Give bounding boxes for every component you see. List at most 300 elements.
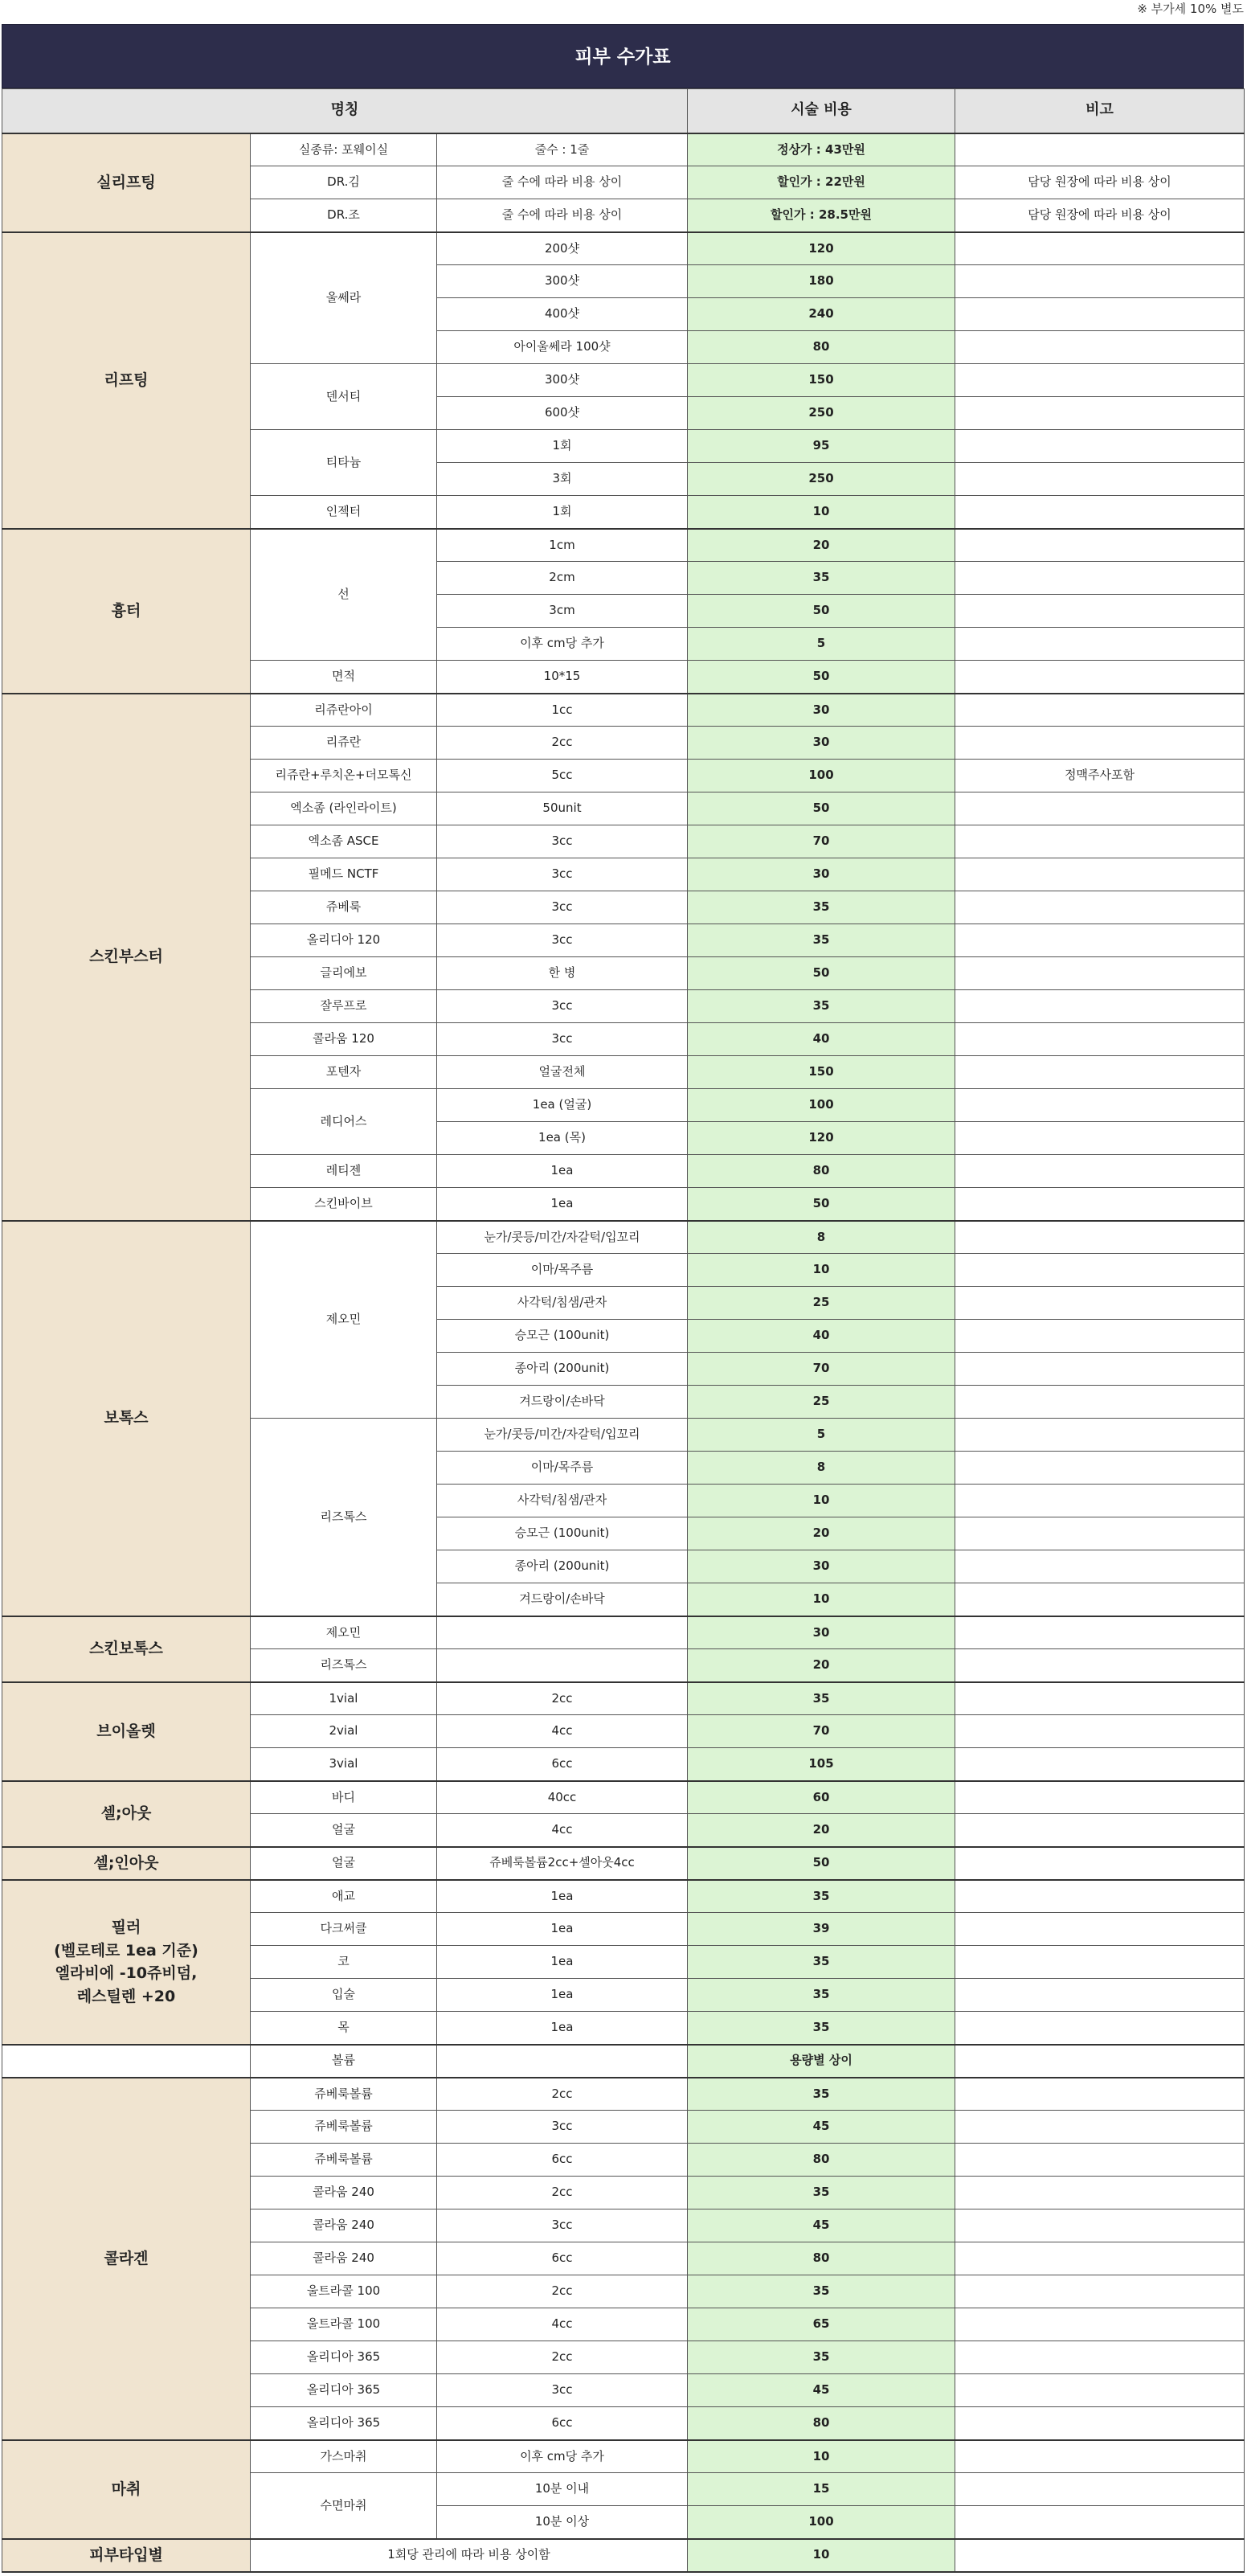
table-row (2, 1221, 1245, 1254)
price-cell: 65 (688, 2308, 955, 2341)
item-name-cell: 면적 (251, 661, 437, 694)
item-name-cell: 스킨바이브 (251, 1188, 437, 1221)
price-cell: 35 (688, 1946, 955, 1979)
item-name-cell: 애교 (251, 1880, 437, 1913)
remark-cell (955, 924, 1245, 957)
remark-cell (955, 298, 1245, 331)
remark-cell (955, 463, 1245, 496)
price-cell: 10 (688, 2539, 955, 2572)
remark-cell (955, 1748, 1245, 1781)
spec-cell: 1ea (목) (437, 1122, 688, 1155)
remark-cell (955, 595, 1245, 628)
price-cell: 50 (688, 1188, 955, 1221)
remark-cell: 담당 원장에 따라 비용 상이 (955, 199, 1245, 232)
item-name-cell: 리쥬란 (251, 727, 437, 760)
table-row (2, 2440, 1245, 2473)
remark-cell (955, 2177, 1245, 2209)
spec-cell: 1ea (437, 1979, 688, 2012)
spec-cell: 4cc (437, 2308, 688, 2341)
spec-cell: 4cc (437, 1814, 688, 1847)
item-name-cell: DR.조 (251, 199, 437, 232)
category-cell: 마취 (2, 2440, 251, 2539)
spec-cell: 3cc (437, 1023, 688, 1056)
price-cell: 39 (688, 1913, 955, 1946)
spec-cell: 이마/목주름 (437, 1254, 688, 1287)
price-cell: 25 (688, 1386, 955, 1419)
spec-cell (437, 1649, 688, 1682)
price-cell: 10 (688, 1485, 955, 1517)
remark-cell (955, 1517, 1245, 1550)
spec-cell: 2cc (437, 727, 688, 760)
item-name-cell: 얼굴 (251, 1847, 437, 1880)
spec-cell: 6cc (437, 2242, 688, 2275)
price-cell: 30 (688, 858, 955, 891)
header-name: 명칭 (2, 89, 688, 133)
price-cell: 45 (688, 2111, 955, 2144)
spec-cell: 3cm (437, 595, 688, 628)
item-name-cell: 선 (251, 529, 437, 661)
remark-cell (955, 661, 1245, 694)
price-cell: 150 (688, 1056, 955, 1089)
spec-cell: 1ea (437, 1880, 688, 1913)
remark-cell (955, 1419, 1245, 1452)
item-name-cell: 리즈톡스 (251, 1419, 437, 1616)
category-cell: 리프팅 (2, 232, 251, 529)
price-cell: 80 (688, 1155, 955, 1188)
price-cell: 20 (688, 529, 955, 562)
price-cell: 70 (688, 825, 955, 858)
spec-cell: 눈가/콧등/미간/자갈턱/입꼬리 (437, 1221, 688, 1254)
category-cell (2, 2045, 251, 2078)
spec-cell: 이후 cm당 추가 (437, 2440, 688, 2473)
item-name-cell: 쥬베룩볼륨 (251, 2111, 437, 2144)
price-cell: 180 (688, 265, 955, 298)
spec-cell: 2cc (437, 2341, 688, 2374)
remark-cell (955, 1386, 1245, 1419)
remark-cell (955, 2440, 1245, 2473)
price-cell: 20 (688, 1814, 955, 1847)
remark-cell (955, 1814, 1245, 1847)
remark-cell (955, 2374, 1245, 2407)
price-cell: 35 (688, 2275, 955, 2308)
spec-cell: 300샷 (437, 364, 688, 397)
item-name-cell: 실종류: 포웨이실 (251, 133, 437, 166)
price-cell: 5 (688, 628, 955, 661)
price-cell: 50 (688, 792, 955, 825)
price-cell: 240 (688, 298, 955, 331)
spec-cell: 1ea (얼굴) (437, 1089, 688, 1122)
price-cell: 80 (688, 331, 955, 364)
price-cell: 10 (688, 496, 955, 529)
item-name-cell: 인젝터 (251, 496, 437, 529)
spec-cell: 얼굴전체 (437, 1056, 688, 1089)
price-cell: 250 (688, 397, 955, 430)
spec-cell: 2cm (437, 562, 688, 595)
price-table-body (2, 133, 1245, 2572)
spec-cell: 1ea (437, 2012, 688, 2045)
price-cell: 35 (688, 1682, 955, 1715)
category-cell: 콜라겐 (2, 2078, 251, 2440)
item-name-cell: 레디어스 (251, 1089, 437, 1155)
table-row (2, 133, 1245, 166)
spec-cell: 10분 이상 (437, 2506, 688, 2539)
remark-cell (955, 792, 1245, 825)
spec-cell: 줄 수에 따라 비용 상이 (437, 199, 688, 232)
table-row (2, 2078, 1245, 2111)
spec-cell: 3cc (437, 924, 688, 957)
remark-cell (955, 858, 1245, 891)
price-cell: 35 (688, 562, 955, 595)
page-title: 피부 수가표 (2, 24, 1244, 88)
spec-cell: 1ea (437, 1188, 688, 1221)
remark-cell (955, 2209, 1245, 2242)
category-cell: 셀;아웃 (2, 1781, 251, 1847)
price-cell: 10 (688, 2440, 955, 2473)
item-name-cell: 콜라움 240 (251, 2242, 437, 2275)
item-name-cell: 목 (251, 2012, 437, 2045)
table-row (2, 694, 1245, 727)
price-cell: 50 (688, 1847, 955, 1880)
remark-cell (955, 1913, 1245, 1946)
price-cell: 35 (688, 2341, 955, 2374)
remark-cell (955, 2407, 1245, 2440)
price-cell: 20 (688, 1649, 955, 1682)
price-cell: 40 (688, 1320, 955, 1353)
spec-cell: 눈가/콧등/미간/자갈턱/입꼬리 (437, 1419, 688, 1452)
spec-cell: 이마/목주름 (437, 1452, 688, 1485)
table-header-row (2, 89, 1245, 133)
spec-cell: 1회 (437, 430, 688, 463)
table-row (2, 1880, 1245, 1913)
spec-cell: 1ea (437, 1155, 688, 1188)
item-name-cell: 3vial (251, 1748, 437, 1781)
item-name-cell: 엑소좀 ASCE (251, 825, 437, 858)
price-cell: 5 (688, 1419, 955, 1452)
price-cell: 할인가 : 28.5만원 (688, 199, 955, 232)
price-cell: 80 (688, 2144, 955, 2177)
spec-cell: 3cc (437, 2111, 688, 2144)
remark-cell (955, 1715, 1245, 1748)
remark-cell (955, 990, 1245, 1023)
price-cell: 35 (688, 2012, 955, 2045)
item-name-cell: 잘루프로 (251, 990, 437, 1023)
remark-cell (955, 1452, 1245, 1485)
item-name-cell: 레티젠 (251, 1155, 437, 1188)
price-sheet (2, 24, 1244, 2573)
item-name-cell: 글리에보 (251, 957, 437, 990)
price-cell: 60 (688, 1781, 955, 1814)
price-cell: 150 (688, 364, 955, 397)
category-cell: 셀;인아웃 (2, 1847, 251, 1880)
remark-cell (955, 562, 1245, 595)
price-cell: 30 (688, 1616, 955, 1649)
category-cell: 브이올렛 (2, 1682, 251, 1781)
remark-cell (955, 397, 1245, 430)
remark-cell (955, 1353, 1245, 1386)
item-name-cell: 올리디아 120 (251, 924, 437, 957)
spec-cell: 50unit (437, 792, 688, 825)
remark-cell (955, 2473, 1245, 2506)
spec-cell: 40cc (437, 1781, 688, 1814)
item-name-cell: 쥬베룩볼륨 (251, 2078, 437, 2111)
item-name-cell: 올리디아 365 (251, 2341, 437, 2374)
header-price: 시술 비용 (688, 89, 955, 133)
spec-cell: 쥬베룩볼륨2cc+셀아웃4cc (437, 1847, 688, 1880)
spec-cell: 승모근 (100unit) (437, 1320, 688, 1353)
item-name-cell: 올리디아 365 (251, 2374, 437, 2407)
spec-cell: 종아리 (200unit) (437, 1550, 688, 1583)
item-name-cell: 포텐자 (251, 1056, 437, 1089)
spec-cell: 3cc (437, 2209, 688, 2242)
remark-cell (955, 1254, 1245, 1287)
price-cell: 100 (688, 2506, 955, 2539)
price-cell: 10 (688, 1254, 955, 1287)
spec-cell: 400샷 (437, 298, 688, 331)
remark-cell: 담당 원장에 따라 비용 상이 (955, 166, 1245, 199)
spec-cell: 6cc (437, 1748, 688, 1781)
table-row (2, 529, 1245, 562)
spec-cell: 이후 cm당 추가 (437, 628, 688, 661)
remark-cell (955, 529, 1245, 562)
category-cell: 피부타입별 (2, 2539, 251, 2572)
category-cell: 실리프팅 (2, 133, 251, 232)
item-name-cell: 1회당 관리에 따라 비용 상이함 (251, 2539, 688, 2572)
price-cell: 120 (688, 232, 955, 265)
table-row (2, 232, 1245, 265)
item-name-cell: 리즈톡스 (251, 1649, 437, 1682)
spec-cell: 사각턱/침샘/관자 (437, 1485, 688, 1517)
remark-cell (955, 1221, 1245, 1254)
price-cell: 20 (688, 1517, 955, 1550)
category-cell: 보톡스 (2, 1221, 251, 1616)
spec-cell: 1ea (437, 1946, 688, 1979)
remark-cell (955, 265, 1245, 298)
price-cell: 50 (688, 595, 955, 628)
remark-cell (955, 331, 1245, 364)
price-cell: 45 (688, 2374, 955, 2407)
remark-cell (955, 2506, 1245, 2539)
spec-cell: 10분 이내 (437, 2473, 688, 2506)
price-cell: 50 (688, 661, 955, 694)
item-name-cell: 쥬베룩 (251, 891, 437, 924)
spec-cell: 600샷 (437, 397, 688, 430)
remark-cell (955, 2341, 1245, 2374)
remark-cell: 정맥주사포함 (955, 760, 1245, 792)
remark-cell (955, 1682, 1245, 1715)
item-name-cell: 바디 (251, 1781, 437, 1814)
spec-cell: 1ea (437, 1913, 688, 1946)
table-row (2, 1781, 1245, 1814)
price-cell: 정상가 : 43만원 (688, 133, 955, 166)
price-cell: 40 (688, 1023, 955, 1056)
remark-cell (955, 430, 1245, 463)
item-name-cell: 콜라움 120 (251, 1023, 437, 1056)
remark-cell (955, 1979, 1245, 2012)
price-cell: 120 (688, 1122, 955, 1155)
item-name-cell: 입술 (251, 1979, 437, 2012)
price-cell: 10 (688, 1583, 955, 1616)
price-cell: 70 (688, 1353, 955, 1386)
remark-cell (955, 1089, 1245, 1122)
price-cell: 용량별 상이 (688, 2045, 955, 2078)
category-cell: 스킨부스터 (2, 694, 251, 1221)
spec-cell: 겨드랑이/손바닥 (437, 1583, 688, 1616)
price-cell: 15 (688, 2473, 955, 2506)
remark-cell (955, 2012, 1245, 2045)
price-cell: 35 (688, 990, 955, 1023)
remark-cell (955, 1287, 1245, 1320)
spec-cell: 승모근 (100unit) (437, 1517, 688, 1550)
item-name-cell: 2vial (251, 1715, 437, 1748)
remark-cell (955, 1023, 1245, 1056)
table-row (2, 1847, 1245, 1880)
vat-note: ※ 부가세 10% 별도 (1137, 2, 1244, 16)
spec-cell: 5cc (437, 760, 688, 792)
price-cell: 70 (688, 1715, 955, 1748)
price-cell: 8 (688, 1452, 955, 1485)
remark-cell (955, 496, 1245, 529)
remark-cell (955, 1880, 1245, 1913)
spec-cell: 사각턱/침샘/관자 (437, 1287, 688, 1320)
spec-cell: 종아리 (200unit) (437, 1353, 688, 1386)
remark-cell (955, 1781, 1245, 1814)
price-cell: 35 (688, 2078, 955, 2111)
price-cell: 할인가 : 22만원 (688, 166, 955, 199)
item-name-cell: 가스마취 (251, 2440, 437, 2473)
item-name-cell: 리쥬란+루치온+더모톡신 (251, 760, 437, 792)
table-row (2, 1682, 1245, 1715)
item-name-cell: 울트라콜 100 (251, 2308, 437, 2341)
remark-cell (955, 1616, 1245, 1649)
remark-cell (955, 1155, 1245, 1188)
remark-cell (955, 1946, 1245, 1979)
remark-cell (955, 1583, 1245, 1616)
remark-cell (955, 364, 1245, 397)
remark-cell (955, 2275, 1245, 2308)
price-cell: 100 (688, 1089, 955, 1122)
spec-cell: 10*15 (437, 661, 688, 694)
spec-cell: 3cc (437, 2374, 688, 2407)
price-cell: 45 (688, 2209, 955, 2242)
table-row (2, 2045, 1245, 2078)
remark-cell (955, 957, 1245, 990)
spec-cell: 한 병 (437, 957, 688, 990)
spec-cell: 6cc (437, 2407, 688, 2440)
remark-cell (955, 1485, 1245, 1517)
price-cell: 25 (688, 1287, 955, 1320)
table-row (2, 1616, 1245, 1649)
price-cell: 95 (688, 430, 955, 463)
price-cell: 250 (688, 463, 955, 496)
spec-cell: 2cc (437, 2275, 688, 2308)
item-name-cell: 코 (251, 1946, 437, 1979)
spec-cell: 3cc (437, 825, 688, 858)
remark-cell (955, 2144, 1245, 2177)
remark-cell (955, 133, 1245, 166)
item-name-cell: 얼굴 (251, 1814, 437, 1847)
remark-cell (955, 1056, 1245, 1089)
price-cell: 100 (688, 760, 955, 792)
item-name-cell: 울트라콜 100 (251, 2275, 437, 2308)
item-name-cell: 필메드 NCTF (251, 858, 437, 891)
header-remark: 비고 (955, 89, 1245, 133)
spec-cell: 1cc (437, 694, 688, 727)
remark-cell (955, 694, 1245, 727)
remark-cell (955, 891, 1245, 924)
remark-cell (955, 1188, 1245, 1221)
item-name-cell: 엑소좀 (라인라이트) (251, 792, 437, 825)
category-cell: 필러 (벨로테로 1ea 기준) 엘라비에 -10쥬비덤, 레스틸렌 +20 (2, 1880, 251, 2045)
price-cell: 30 (688, 727, 955, 760)
price-cell: 30 (688, 1550, 955, 1583)
spec-cell: 6cc (437, 2144, 688, 2177)
remark-cell (955, 825, 1245, 858)
spec-cell: 2cc (437, 2177, 688, 2209)
price-cell: 8 (688, 1221, 955, 1254)
remark-cell (955, 232, 1245, 265)
remark-cell (955, 1550, 1245, 1583)
category-cell: 흉터 (2, 529, 251, 694)
spec-cell: 아이울쎄라 100샷 (437, 331, 688, 364)
remark-cell (955, 727, 1245, 760)
spec-cell: 300샷 (437, 265, 688, 298)
remark-cell (955, 2539, 1245, 2572)
item-name-cell: 콜라움 240 (251, 2177, 437, 2209)
item-name-cell: 쥬베룩볼륨 (251, 2144, 437, 2177)
price-cell: 80 (688, 2407, 955, 2440)
remark-cell (955, 2078, 1245, 2111)
remark-cell (955, 1122, 1245, 1155)
item-name-cell: 볼륨 (251, 2045, 437, 2078)
remark-cell (955, 1847, 1245, 1880)
remark-cell (955, 2045, 1245, 2078)
remark-cell (955, 2242, 1245, 2275)
spec-cell: 1cm (437, 529, 688, 562)
price-cell: 35 (688, 2177, 955, 2209)
spec-cell: 2cc (437, 1682, 688, 1715)
item-name-cell: 콜라움 240 (251, 2209, 437, 2242)
price-cell: 50 (688, 957, 955, 990)
item-name-cell: 울쎄라 (251, 232, 437, 364)
spec-cell: 줄 수에 따라 비용 상이 (437, 166, 688, 199)
price-cell: 35 (688, 1979, 955, 2012)
spec-cell: 4cc (437, 1715, 688, 1748)
remark-cell (955, 1649, 1245, 1682)
spec-cell: 2cc (437, 2078, 688, 2111)
spec-cell: 3cc (437, 858, 688, 891)
price-table (2, 88, 1245, 2573)
item-name-cell: 제오민 (251, 1221, 437, 1419)
item-name-cell: 리쥬란아이 (251, 694, 437, 727)
price-cell: 35 (688, 1880, 955, 1913)
spec-cell: 줄수 : 1줄 (437, 133, 688, 166)
spec-cell: 겨드랑이/손바닥 (437, 1386, 688, 1419)
spec-cell: 3회 (437, 463, 688, 496)
price-cell: 80 (688, 2242, 955, 2275)
price-cell: 35 (688, 891, 955, 924)
remark-cell (955, 2308, 1245, 2341)
spec-cell (437, 1616, 688, 1649)
item-name-cell: 티타늄 (251, 430, 437, 496)
spec-cell: 3cc (437, 891, 688, 924)
remark-cell (955, 1320, 1245, 1353)
item-name-cell: DR.김 (251, 166, 437, 199)
remark-cell (955, 2111, 1245, 2144)
item-name-cell: 제오민 (251, 1616, 437, 1649)
remark-cell (955, 628, 1245, 661)
item-name-cell: 올리디아 365 (251, 2407, 437, 2440)
table-row (2, 2539, 1245, 2572)
